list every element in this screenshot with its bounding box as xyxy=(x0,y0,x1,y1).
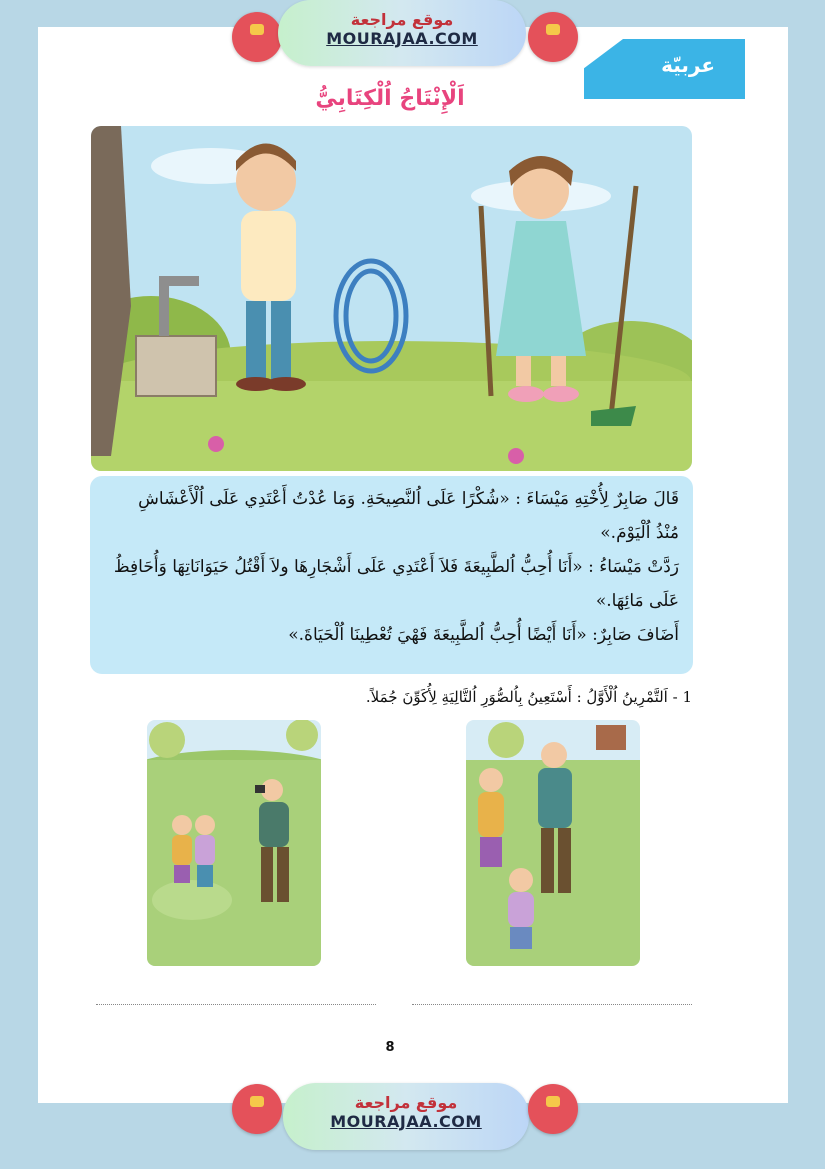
site-domain[interactable]: MOURAJAA.COM xyxy=(326,29,478,48)
book-icon xyxy=(250,1096,264,1107)
exercise-instruction: 1 - اَلتَّمْرِينُ اُلْأَوَّلُ : أَسْتَعِينُ بِاُلصُّوَرِ اُلتَّالِيَةِ لِأُكَوِّنَ جُمَلاً. xyxy=(365,688,692,706)
section-title: اَلْإِنْتَاجُ اُلْكِتَابِيُّ xyxy=(315,86,465,111)
writing-line-right[interactable] xyxy=(412,1004,692,1005)
book-icon xyxy=(546,24,560,35)
site-logo-right-bottom[interactable] xyxy=(528,1084,578,1134)
exercise-picture-right xyxy=(466,720,640,966)
site-logo-left-bottom[interactable] xyxy=(232,1084,282,1134)
book-icon xyxy=(546,1096,560,1107)
story-line: عَلَى مَائِهَا.» xyxy=(595,591,679,611)
site-banner-bottom[interactable] xyxy=(283,1083,529,1150)
site-logo-right-top[interactable] xyxy=(528,12,578,62)
story-line: رَدَّتْ مَيْسَاءُ : «أَنَا أُحِبُّ اُلطَّبِيعَةَ فَلاَ أَعْتَدِي عَلَى أَشْجَارِهَا ولاَ أَقْتُلُ حَيَوَانَاتِهَا وَأُحَافِظُ xyxy=(113,557,679,577)
site-name-arabic: موقع مراجعة xyxy=(350,10,454,29)
exercise-picture-left xyxy=(147,720,321,966)
site-name-arabic: موقع مراجعة xyxy=(354,1093,458,1112)
page-number: 8 xyxy=(385,1040,395,1055)
story-illustration xyxy=(91,126,692,471)
book-icon xyxy=(250,24,264,35)
story-text-box xyxy=(90,476,693,674)
writing-line-left[interactable] xyxy=(96,1004,376,1005)
site-logo-left-top[interactable] xyxy=(232,12,282,62)
site-banner-top[interactable] xyxy=(278,0,526,66)
story-line: مُنْذُ اُلْيَوْمَ.» xyxy=(600,523,679,543)
story-line: قَالَ صَابِرٌ لِأُخْتِهِ مَيْسَاءَ : «شُكْرًا عَلَى اُلنَّصِيحَةِ. وَمَا عُدْتُ أَعْتَدِي عَلَى اُلْأَعْشَاشِ xyxy=(138,489,679,509)
story-line: أَضَافَ صَابِرٌ: «أَنَا أَيْضًا أُحِبُّ اُلطَّبِيعَةَ فَهْيَ تُعْطِينَا اُلْحَيَاةَ.» xyxy=(288,625,679,645)
site-domain[interactable]: MOURAJAA.COM xyxy=(330,1112,482,1131)
subject-tab: عربيّة xyxy=(584,39,745,99)
